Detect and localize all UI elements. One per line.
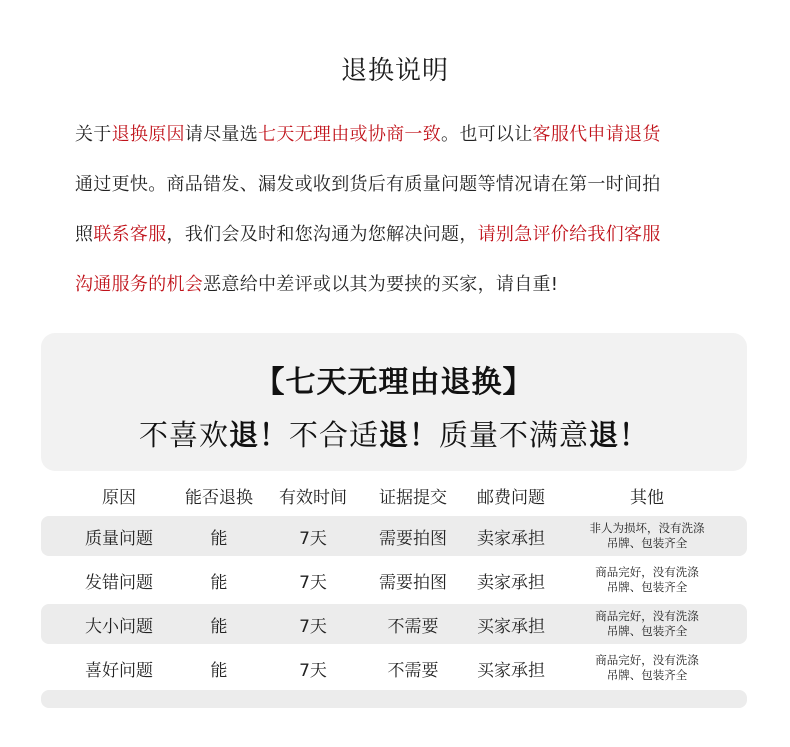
policy-slogan (41, 413, 747, 454)
highlight-text: 联系客服 (93, 224, 167, 245)
cell-reason: 质量问题 (85, 528, 153, 549)
highlight-text: 七天无理由或协商一致 (258, 124, 442, 145)
notice-line-4 (75, 260, 725, 310)
notice-text: ，我们会及时和您沟通为您解决问题， (166, 224, 478, 245)
notice-text: 关于 (75, 124, 112, 145)
slogan-emphasis: 退！ (228, 418, 289, 452)
policy-panel (41, 333, 747, 471)
header-reason: 原因 (102, 487, 136, 508)
highlight-text: 沟通服务的机会 (75, 274, 204, 295)
cell-postage: 买家承担 (477, 616, 545, 637)
highlight-text: 请别急评价给我们客服 (477, 224, 661, 245)
header-postage: 邮费问题 (477, 487, 545, 508)
slogan-emphasis: 退！ (379, 418, 440, 452)
highlight-text: 退换原因 (111, 124, 185, 145)
header-valid-time: 有效时间 (279, 487, 347, 508)
notice-text: 。也可以让 (441, 124, 533, 145)
cell-postage: 卖家承担 (477, 572, 545, 593)
cell-reason: 大小问题 (85, 616, 153, 637)
header-returnable: 能否退换 (185, 487, 253, 508)
notice-text: 请尽量选 (184, 124, 259, 145)
cell-other-line2: 吊牌、包装齐全 (606, 624, 688, 638)
header-evidence: 证据提交 (379, 487, 447, 508)
policy-heading: 【七天无理由退换】 (254, 365, 534, 400)
highlight-text: 客服代申请退货 (532, 124, 661, 145)
table-row (41, 560, 747, 600)
notice-line-2 (75, 160, 725, 210)
cell-other (561, 648, 733, 688)
cell-returnable: 能 (210, 528, 228, 549)
cell-other-line2: 吊牌、包装齐全 (606, 668, 688, 682)
cell-valid-time: 7天 (299, 660, 327, 681)
cell-evidence: 不需要 (387, 660, 439, 681)
cell-other (561, 516, 733, 556)
cell-valid-time: 7天 (299, 528, 327, 549)
notice-text: 照 (75, 224, 94, 245)
header-other: 其他 (630, 487, 664, 508)
notice-text: 通过更快。商品错发、漏发或收到货后有质量问题等情况请在第一时间拍 (75, 174, 661, 195)
slogan-emphasis: 退！ (589, 418, 650, 452)
table-header (41, 478, 747, 512)
notice-paragraph (75, 110, 725, 310)
cell-evidence: 需要拍图 (379, 572, 447, 593)
cell-other (561, 560, 733, 600)
cell-returnable: 能 (210, 616, 228, 637)
cell-other-line1: 商品完好，没有洗涤 (595, 565, 699, 579)
cell-other-line2: 吊牌、包装齐全 (606, 580, 688, 594)
cell-postage: 卖家承担 (477, 528, 545, 549)
cell-evidence: 需要拍图 (379, 528, 447, 549)
cell-other-line1: 商品完好，没有洗涤 (595, 609, 699, 623)
slogan-text: 不喜欢 (138, 418, 229, 452)
notice-line-3 (75, 210, 725, 260)
cell-other (561, 604, 733, 644)
cell-other-line1: 商品完好，没有洗涤 (595, 653, 699, 667)
cell-valid-time: 7天 (299, 572, 327, 593)
table-row (41, 604, 747, 644)
table-row (41, 648, 747, 688)
slogan-text: 质量不满意 (439, 418, 590, 452)
cell-returnable: 能 (210, 660, 228, 681)
cell-valid-time: 7天 (299, 616, 327, 637)
page-title: 退换说明 (340, 56, 449, 86)
table-row (41, 516, 747, 556)
notice-text: 恶意给中差评或以其为要挟的买家，请自重! (203, 274, 559, 295)
cell-reason: 发错问题 (85, 572, 153, 593)
cell-postage: 买家承担 (477, 660, 545, 681)
table-bottom-strip (41, 690, 747, 708)
cell-reason: 喜好问题 (85, 660, 153, 681)
notice-line-1 (75, 110, 725, 160)
cell-returnable: 能 (210, 572, 228, 593)
cell-evidence: 不需要 (387, 616, 439, 637)
cell-other-line1: 非人为损坏，没有洗涤 (589, 521, 705, 535)
cell-other-line2: 吊牌、包装齐全 (606, 536, 688, 550)
slogan-text: 不合适 (288, 418, 379, 452)
